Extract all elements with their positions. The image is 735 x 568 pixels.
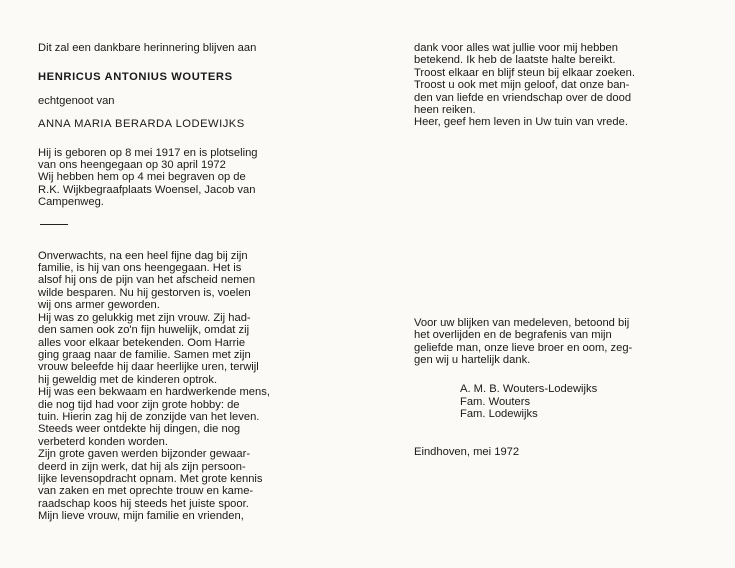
thanks-block: [414, 317, 704, 367]
text-line: ging graag naar de familie. Samen met zijn: [38, 348, 251, 361]
text-line: van zaken en met oprechte trouw en kame-: [38, 485, 254, 498]
text-line: dank voor alles wat jullie voor mij hebben: [414, 42, 618, 54]
spouse-name: ANNA MARIA BERARDA LODEWIJKS: [38, 118, 245, 131]
text-line: alles voor elkaar betekenden. Oom Harrie: [38, 336, 246, 349]
text-line: verbeterd konden worden.: [38, 435, 168, 448]
text-line: Troost u ook met mijn geloof, dat onze ban-: [414, 79, 630, 92]
bio-line: Hij is geboren op 8 mei 1917 en is plotseling: [38, 146, 258, 159]
text-line: Heer, geef hem leven in Uw tuin van vrede.: [414, 116, 628, 129]
text-line: lijke levensopdracht opnam. Met grote kennis: [38, 472, 263, 485]
text-line: Onverwachts, na een heel fijne dag bij zijn: [38, 249, 248, 262]
text-line: Mijn lieve vrouw, mijn familie en vrienden,: [38, 510, 244, 523]
text-line: alsof hij ons de pijn van het afscheid nemen: [38, 274, 256, 287]
text-line: familie, is hij van ons heengegaan. Het is: [38, 262, 242, 275]
left-page: [38, 42, 338, 523]
text-line: den samen ook zo'n fijn huwelijk, omdat zij: [38, 324, 250, 337]
text-line: wilde besparen. Nu hij gestorven is, voelen: [38, 286, 251, 299]
place-date: Eindhoven, mei 1972: [414, 445, 520, 458]
bio-block: [38, 147, 338, 209]
signatory: Fam. Wouters: [460, 395, 531, 408]
text-line: Troost elkaar en blijf steun bij elkaar zoeken.: [414, 66, 635, 79]
deceased-name: HENRICUS ANTONIUS WOUTERS: [38, 71, 233, 84]
text-line: Steeds weer ontdekte hij dingen, die nog: [38, 423, 241, 436]
bio-line: R.K. Wijkbegraafplaats Woensel, Jacob van: [38, 183, 256, 196]
text-line: Hij was een bekwaam en hardwerkende mens,: [38, 386, 270, 399]
text-line: tuin. Hierin zag hij de zonzijde van het leven.: [38, 410, 260, 423]
text-line: deerd in zijn werk, dat hij als zijn persoon-: [38, 460, 246, 473]
tribute-text: [38, 250, 338, 523]
bio-line: Wij hebben hem op 4 mei begraven op de: [38, 171, 246, 184]
bio-line: Campenweg.: [38, 196, 104, 209]
text-line: hij geweldig met de kinderen optrok.: [38, 373, 218, 386]
continued-text: [414, 42, 704, 129]
signatory: A. M. B. Wouters-Lodewijks: [460, 383, 598, 396]
text-line: Zijn grote gaven werden bijzonder gewaar-: [38, 448, 251, 461]
divider-rule: [40, 224, 68, 225]
text-line: heen reiken.: [414, 104, 476, 117]
thanks-line: Voor uw blijken van medeleven, betoond bij: [414, 316, 630, 329]
right-page: [414, 42, 704, 458]
bio-line: van ons heengegaan op 30 april 1972: [38, 159, 226, 172]
text-line: die nog tijd had voor zijn grote hobby: de: [38, 398, 240, 411]
thanks-line: gen wij u hartelijk dank.: [414, 354, 531, 367]
text-line: betekend. Ik heb de laatste halte bereikt.: [414, 54, 616, 67]
text-line: raadschap koos hij steeds het juiste spoor.: [38, 497, 249, 510]
signatories: [414, 383, 704, 420]
thanks-line: geliefde man, onze lieve broer en oom, zeg-: [414, 341, 633, 354]
relation-line: echtgenoot van: [38, 94, 115, 107]
text-line: den van liefde en vriendschap over de dood: [414, 91, 632, 104]
signatory: Fam. Lodewijks: [460, 408, 538, 421]
intro-line: Dit zal een dankbare herinnering blijven aan: [38, 42, 257, 54]
text-line: wij ons armer geworden.: [38, 299, 160, 312]
text-line: vrouw beleefde hij daar heerlijke uren, terwijl: [38, 361, 259, 374]
thanks-line: het overlijden en de begrafenis van mijn: [414, 329, 612, 342]
text-line: Hij was zo gelukkig met zijn vrouw. Zij had-: [38, 311, 251, 324]
